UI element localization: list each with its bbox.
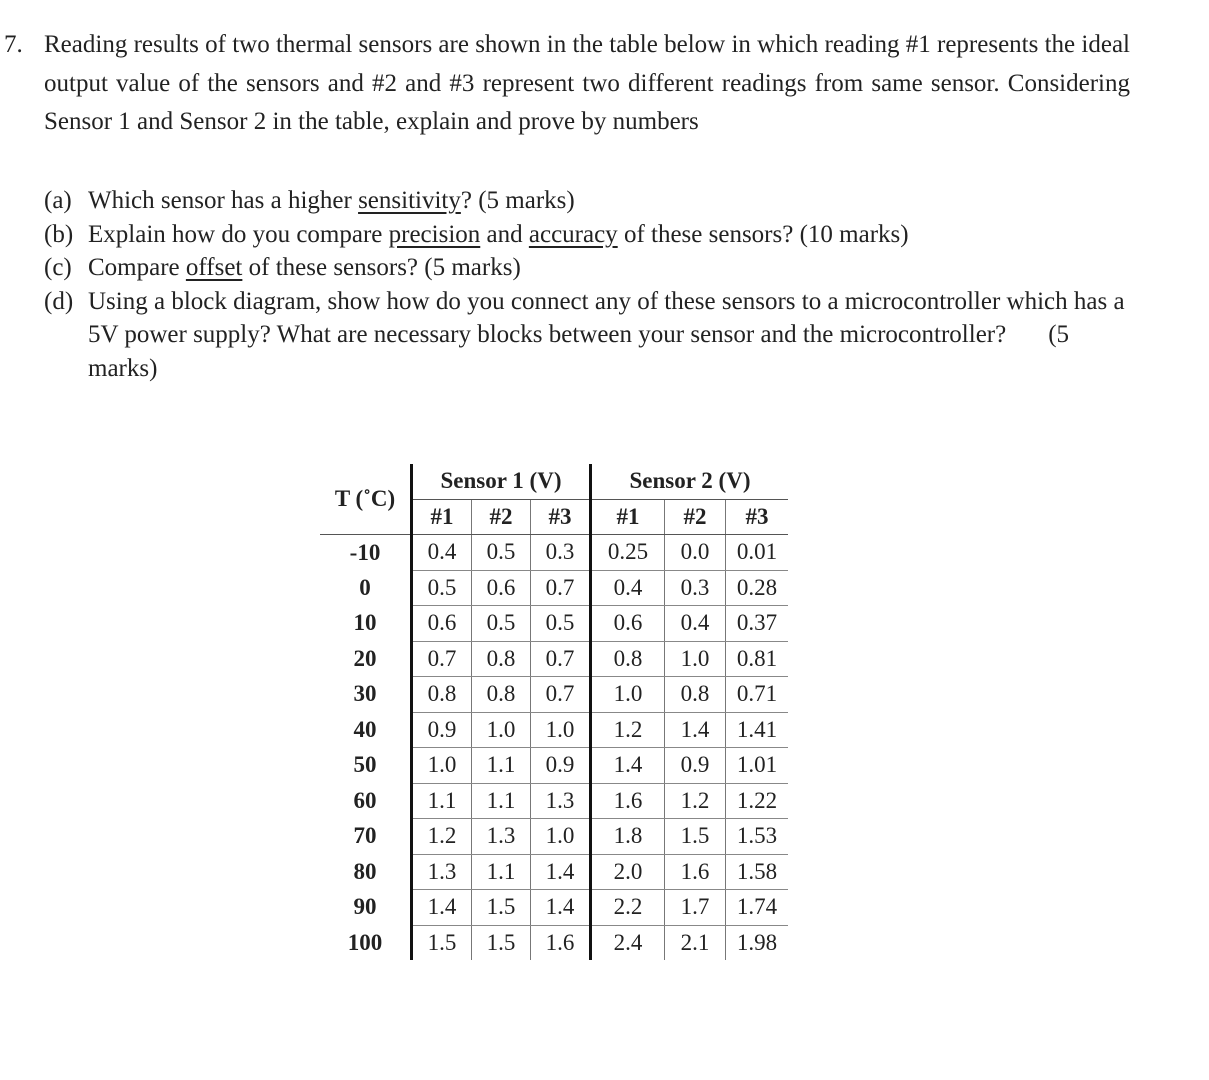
sensor-2-reading-cell: 0.81 [726,641,789,677]
sensor-1-header: Sensor 1 (V) [412,464,591,499]
sensor-2-reading-cell: 1.6 [665,854,726,890]
sub-question-marks: ? (5 marks) [460,187,575,214]
sensor-2-reading-cell: 1.74 [726,890,789,926]
sensor-2-reading-cell: 0.3 [665,570,726,606]
term-sensitivity: sensitivity [358,187,461,214]
sensor-readings-table [320,464,788,960]
question-number: 7. [4,31,23,58]
sensor-1-reading-cell: 1.5 [412,925,472,960]
sensor-1-reading-cell: 0.5 [531,606,591,642]
sensor-2-reading-cell: 0.25 [591,535,665,571]
sensor-2-reading-cell: 1.0 [591,677,665,713]
sensor-1-reading-cell: 0.7 [531,641,591,677]
sensor-2-reading-cell: 1.7 [665,890,726,926]
sub-question-marks: (5 marks) [88,321,1070,382]
table-row [320,677,788,713]
sensor-2-reading-cell: 1.22 [726,783,789,819]
sensor-2-reading-cell: 1.41 [726,712,789,748]
temperature-cell: 100 [347,929,383,955]
sensor-1-reading-cell: 0.5 [472,606,531,642]
sensor-2-reading-cell: 2.2 [591,890,665,926]
temperature-cell: 20 [353,645,377,671]
sensor-1-reading-cell: 0.8 [412,677,472,713]
sub-question-label: (c) [44,254,72,281]
sensor-2-reading-cell: 1.98 [726,925,789,960]
sensor-1-reading-cell: 1.0 [412,748,472,784]
sensor-2-reading-cell: 1.4 [665,712,726,748]
sensor-1-reading-cell: 1.2 [412,819,472,855]
sensor-2-reading-cell: 0.4 [665,606,726,642]
table-body [320,535,788,961]
sensor-2-reading-cell: 0.4 [591,570,665,606]
sensor-2-reading-cell: 1.5 [665,819,726,855]
sensor-1-reading-cell: 1.1 [472,783,531,819]
temperature-cell: 70 [353,823,377,849]
sensor-1-reading-cell: 1.5 [472,890,531,926]
sensor-2-reading-cell: 1.0 [665,641,726,677]
sensor-2-reading-cell: 0.9 [665,748,726,784]
sensor-1-reading-cell: 0.9 [531,748,591,784]
sub-question-label: (a) [44,187,72,214]
reading-header: #3 [531,499,591,535]
sensor-2-reading-cell: 1.58 [726,854,789,890]
sensor-2-reading-cell: 0.28 [726,570,789,606]
sub-question-a [44,184,1144,218]
sub-question-marks: of these sensors? (5 marks) [242,254,521,281]
temperature-cell: 50 [353,752,377,778]
table-row [320,890,788,926]
sub-question-text: and [480,220,529,248]
temperature-cell: 40 [353,716,377,742]
sensor-2-reading-cell: 0.6 [591,606,665,642]
sensor-1-reading-cell: 1.4 [412,890,472,926]
sensor-1-reading-cell: 1.1 [472,748,531,784]
sub-question-text: Compare [88,254,186,281]
sub-question-list [44,184,1144,385]
table-row [320,925,788,960]
sensor-2-reading-cell: 1.6 [591,783,665,819]
temperature-cell: 60 [353,787,377,813]
sub-question-label: (d) [44,287,74,315]
sensor-1-reading-cell: 1.0 [531,819,591,855]
sensor-1-reading-cell: 0.3 [531,535,591,571]
sensor-1-reading-cell: 1.4 [531,890,591,926]
table-row [320,606,788,642]
sub-question-b [44,218,1144,252]
table-row [320,570,788,606]
temperature-header: T (˚C) [334,486,396,511]
sub-question-c [44,251,1144,285]
sensor-1-reading-cell: 0.6 [412,606,472,642]
sensor-1-reading-cell: 1.3 [412,854,472,890]
sensor-2-reading-cell: 2.4 [591,925,665,960]
sub-question-text: Which sensor has a higher [88,187,359,214]
term-accuracy: accuracy [528,220,618,248]
sensor-1-reading-cell: 0.5 [472,535,531,571]
temperature-cell: -10 [349,539,381,565]
sub-question-text: Using a block diagram, show how do you connect any of these sensors to a microcontroller which has a 5V power supply? What are necessary blocks between your sensor and the microcontroller? [88,287,1125,348]
sensor-2-reading-cell: 2.0 [591,854,665,890]
sensor-1-reading-cell: 1.3 [531,783,591,819]
sub-question-text: Explain how do you compare [88,220,389,248]
sensor-1-reading-cell: 0.7 [412,641,472,677]
sensor-2-reading-cell: 1.53 [726,819,789,855]
reading-header: #3 [726,499,789,535]
sub-question-label: (b) [44,220,74,248]
sensor-2-reading-cell: 0.01 [726,535,789,571]
sensor-1-reading-cell: 1.6 [531,925,591,960]
sensor-1-reading-cell: 0.5 [412,570,472,606]
temperature-cell: 30 [353,681,377,707]
sensor-2-reading-cell: 0.8 [665,677,726,713]
sensor-1-reading-cell: 1.3 [472,819,531,855]
sensor-2-reading-cell: 1.2 [665,783,726,819]
table-row [320,712,788,748]
term-precision: precision [388,220,481,248]
sensor-2-reading-cell: 0.0 [665,535,726,571]
table-row [320,854,788,890]
table-row [320,641,788,677]
reading-header: #1 [591,499,665,535]
sensor-1-reading-cell: 0.7 [531,570,591,606]
sensor-1-reading-cell: 0.7 [531,677,591,713]
sensor-2-reading-cell: 0.37 [726,606,789,642]
reading-header: #2 [472,499,531,535]
sensor-1-reading-cell: 0.4 [412,535,472,571]
sensor-1-reading-cell: 1.1 [472,854,531,890]
reading-header: #2 [665,499,726,535]
sensor-2-reading-cell: 2.1 [665,925,726,960]
sensor-2-reading-cell: 1.01 [726,748,789,784]
sensor-2-reading-cell: 0.71 [726,677,789,713]
sensor-1-reading-cell: 1.0 [531,712,591,748]
sensor-1-reading-cell: 0.6 [472,570,531,606]
temperature-cell: 0 [359,574,371,600]
table-row [320,783,788,819]
sub-question-marks: of these sensors? (10 marks) [617,220,909,248]
reading-header: #1 [412,499,472,535]
sensor-2-header: Sensor 2 (V) [591,464,789,499]
term-offset: offset [185,254,243,281]
sensor-1-reading-cell: 0.9 [412,712,472,748]
table-row [320,748,788,784]
sensor-2-reading-cell: 1.4 [591,748,665,784]
sensor-1-reading-cell: 1.0 [472,712,531,748]
sub-question-d [44,285,1144,386]
sensor-2-reading-cell: 0.8 [591,641,665,677]
table-row [320,535,788,571]
sensor-1-reading-cell: 1.1 [412,783,472,819]
temperature-cell: 80 [353,858,377,884]
temperature-cell: 10 [353,610,377,636]
sensor-1-reading-cell: 1.5 [472,925,531,960]
sensor-1-reading-cell: 0.8 [472,641,531,677]
temperature-cell: 90 [353,894,377,920]
table-row [320,819,788,855]
sensor-1-reading-cell: 1.4 [531,854,591,890]
sensor-1-reading-cell: 0.8 [472,677,531,713]
sensor-2-reading-cell: 1.2 [591,712,665,748]
question-intro: Reading results of two thermal sensors are shown in the table below in which reading #1 represents the ideal output value of the sensors and #2 and #3 represent two different readings from same sensor. Considering Sensor 1 and Sensor 2 in the table, explain and prove by numbers [44,31,1130,135]
sensor-2-reading-cell: 1.8 [591,819,665,855]
